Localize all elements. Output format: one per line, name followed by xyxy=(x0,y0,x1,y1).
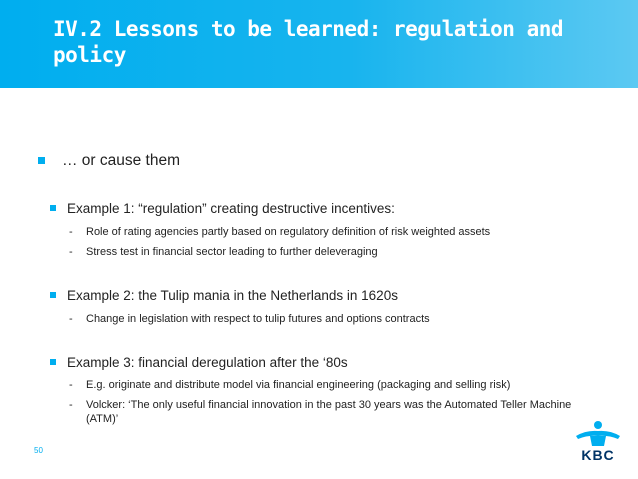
example-label: Example 3: financial deregulation after the ‘80s xyxy=(67,355,348,370)
dash-bullet: - xyxy=(69,379,73,391)
page-number: 50 xyxy=(34,446,43,455)
item-text: Role of rating agencies partly based on regulatory definition of risk weighted assets xyxy=(86,226,491,238)
kbc-figure-icon xyxy=(572,420,624,448)
example-label: Example 1: “regulation” creating destructive incentives: xyxy=(67,201,395,216)
square-bullet-icon xyxy=(50,205,56,211)
logo-text: KBC xyxy=(581,447,615,463)
item-text: E.g. originate and distribute model via financial engineering (packaging and selling risk) xyxy=(86,379,511,391)
example-1-item-1 xyxy=(69,225,606,239)
example-1-item-2 xyxy=(69,245,606,259)
bullet-level1 xyxy=(62,152,180,170)
example-1 xyxy=(67,201,395,216)
dash-bullet: - xyxy=(69,399,73,411)
example-3 xyxy=(67,355,348,370)
item-text: Stress test in financial sector leading to further deleveraging xyxy=(86,246,378,258)
square-bullet-icon xyxy=(38,157,45,164)
dash-bullet: - xyxy=(69,226,73,238)
item-text: Change in legislation with respect to tulip futures and options contracts xyxy=(86,313,430,325)
example-3-item-2 xyxy=(69,398,586,426)
slide-title: IV.2 Lessons to be learned: regulation and policy xyxy=(53,17,564,67)
kbc-logo xyxy=(572,420,624,466)
dash-bullet: - xyxy=(69,246,73,258)
example-3-item-1 xyxy=(69,378,616,392)
square-bullet-icon xyxy=(50,292,56,298)
example-2-item-1 xyxy=(69,312,606,326)
square-bullet-icon xyxy=(50,359,56,365)
example-label: Example 2: the Tulip mania in the Netherlands in 1620s xyxy=(67,288,398,303)
example-2 xyxy=(67,288,398,303)
dash-bullet: - xyxy=(69,313,73,325)
item-text: Volcker: ‘The only useful financial innovation in the past 30 years was the Automated Teller Machine (ATM)’ xyxy=(86,399,572,425)
bullet-text: … or cause them xyxy=(62,152,181,169)
